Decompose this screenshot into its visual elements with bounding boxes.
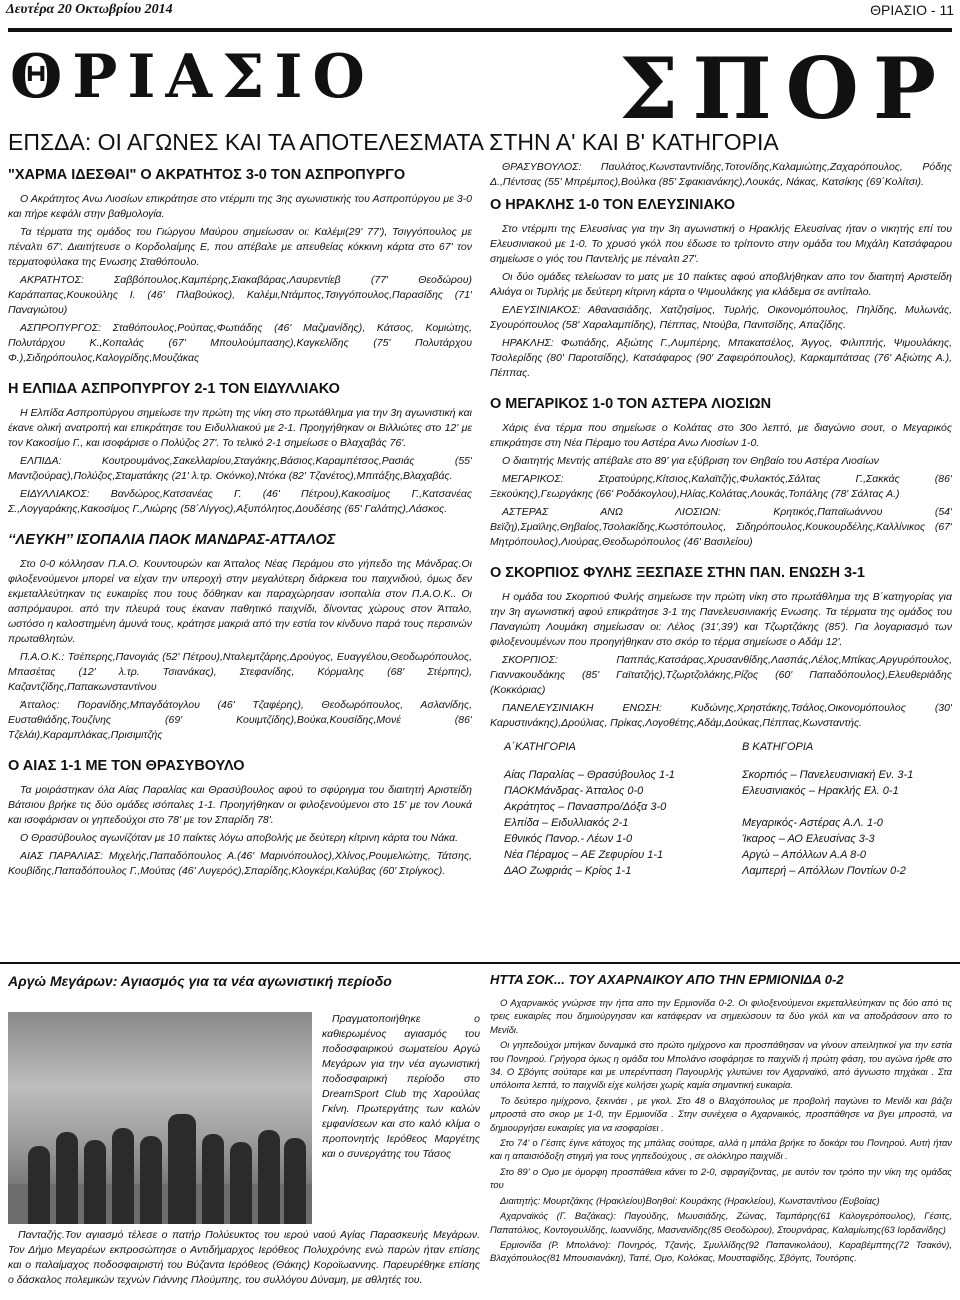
photo-person (258, 1130, 280, 1224)
article-paragraph: Ο Αχαρνaικός γνώρισε την ήττα απο την Ερμιονίδα 0-2. Οι φιλοξενούμενοι εκμεταλλεύτηκαν τις δύο από τις τρεις ευκαιρίες που δημιούργησαν και κατάφεραν να σημειώσουν τα δύο γκόλ και να αποδράσουν απο το Μενίδι. (490, 997, 952, 1035)
article-paragraph: Το δεύτερο ημίχρονο, ξεκινάει , με γκολ. Στο 48 ο Βλαχόπουλος με προβολή παγώνει το Μενίδι και βάζει μπροστά στο σκορ με 1-0, την Ερμιονίδα . Στην συνέχεια ο Αχαρνaικός, προσπάθησε να βγει μπροστά, να δημιουργήσει ευκαιρίες για να ισοφαρίσει . (490, 1094, 952, 1133)
article-paragraph: Τα μοιράστηκαν όλα Αίας Παραλίας και Θρασύβουλος αφού το σφύριγμα του διαιτητή Αριστείδη Βάτσιου βρήκε τις δύο ομάδες ισόπαλες 1-1. Προηγήθηκαν οι φιλοξενούμενοι στο 15' με τον Λουκά και ισοφάρισαν οι γηπεδούχοι στο 78' με τον Σπαρίδη 78'. (8, 784, 472, 826)
article-paragraph: Η ομάδα του Σκορπιού Φυλής σημείωσε την πρώτη νίκη στο πρωτάθλημα της Β΄κατηγορίας για την 3η αγωνιστική αφού επικράτησε 3-1 της Πανελευσινιακής Ενωσης. Τα τέρματα της ομάδος του Παναγιώτη Λουμάκη σημείωσαν οι: Λέλος (31',39') και Τζωρτζάκης (85'). Για λογαριασμό των φιλοξενουμένων που προηγήθηκαν στο σκόρ το τέρμα σημείωσε ο Αδάμ 12'. (490, 591, 952, 648)
page-number: ΘΡΙΑΣΙΟ - 11 (870, 2, 954, 18)
article-paragraph: ΣΚΟΡΠΙΟΣ: Παππάς,Κατσάρας,Χρυσανθίδης,Λασπάς,Λέλος,Μπίκας,Αργυρόπουλος, Γιαννακουδάκης (85' Γαϊτατζής),Τζωρτζολάκης,Ρίζος (60' Παπαδόπουλος),Ελευθεριάδης (Κοκκόριας) (490, 654, 952, 696)
results-heading: Α΄ΚΑΤΗΓΟΡΙΑ (504, 741, 576, 753)
right-column (490, 160, 952, 960)
article-title: "ΧΑΡΜΑ ΙΔΕΣΘΑΙ" Ο ΑΚΡΑΤΗΤΟΣ 3-0 ΤΟΝ ΑΣΠΡΟΠΥΡΓΟ (8, 167, 406, 183)
result-row: Ελευσινιακός – Ηρακλής Ελ. 0-1 (742, 785, 899, 797)
issue-date: Δευτέρα 20 Οκτωβρίου 2014 (6, 2, 173, 17)
article-paragraph: Π.Α.Ο.Κ.: Τσέπερης,Πανογιάς (52' Πέτρου),Νταλεμτζάρης,Δρούγος, Ευαγγέλου,Θεοδωρόπουλος, Μπασέτας (12' λ.τρ. Τσιανάκας), Στεφανίδης, Κόρμαλης (68' Στέρπης), Καζαντζίδης,Παπακωνσταντίνου (8, 651, 472, 693)
photo-person (84, 1140, 106, 1224)
article-paragraph: Διαιτητής: Μουρτζάκης (Ηρακλείου)Βοηθοί: Κουράκης (Ηρακλείου), Κωνσταντίνου (Ευβοίας) (500, 1194, 880, 1206)
results-b-category (728, 741, 952, 879)
result-row: Ίκαρος – ΑΟ Ελευσίνας 3-3 (742, 833, 875, 845)
article-title: Ο ΜΕΓΑΡΙΚΟΣ 1-0 ΤΟΝ ΑΣΤΕΡΑ ΛΙΟΣΙΩΝ (490, 396, 772, 412)
result-row: Εθνικός Πανορ.- Λέων 1-0 (504, 833, 633, 845)
masthead (0, 20, 960, 138)
article-title: ΗΤΤΑ ΣΟΚ... ΤΟΥ ΑΧΑΡΝΑΙΚΟΥ ΑΠΟ ΤΗΝ ΕΡΜΙΟΝΙΔΑ 0-2 (490, 972, 844, 987)
article-title: Ο ΣΚΟΡΠΙΟΣ ΦΥΛΗΣ ΞΕΣΠΑΣΕ ΣΤΗΝ ΠΑΝ. ΕΝΩΣΗ 3-1 (490, 565, 865, 581)
article-paragraph: ΑΚΡΑΤΗΤΟΣ: Σαββόπουλος,Καμπέρης,Σιακαβάρας,Λαυρεντίεβ (77' Θεοδώρου) Καράπαπας,Κουκούλης Ι. (46' Πλαβούκος), Καλέμι,Ντάμπος,Τσιγγόπουλος,Παρασίδης (71' Παναγιώτου) (8, 274, 472, 316)
photo-person (56, 1132, 78, 1224)
article-paragraph: Ο διαιτητής Μεντής απέβαλε στο 89' για εξύβριση τον Θηβαίο του Αστέρα Λιοσίων (502, 455, 879, 467)
photo-person (112, 1128, 134, 1224)
result-row: ΔΑΟ Ζωφριάς – Κρίος 1-1 (504, 865, 632, 877)
spor-logo: ΣΠΟΡ (618, 39, 950, 138)
result-row: Μεγαρικός- Αστέρας Α.Λ. 1-0 (742, 817, 883, 829)
article-paragraph: ΠΑΝΕΛΕΥΣΙΝΙΑΚΗ ΕΝΩΣΗ: Κυδώνης,Χρηστάκης,Τσάλος,Οικονομόπουλος (30' Καρυστινάκης),Δρούλιας, Πρίκας,Λογοθέτης,Αδάμ,Δούκας,Πέππας,Κωνσταντής. (490, 702, 952, 729)
article-paragraph: ΕΛΠΙΔΑ: Κουτρουμάνος,Σακελλαρίου,Σταγάκης,Βάσιος,Καραμπέτσος,Ρασιάς (55' Μαντζιούρας),Πολύζος,Σταματάκης (21' λ.τρ. Οκόνκο),Ντόκα (82' Τζανέτος),Μπιτάξης,Βλαχαβάς. (8, 455, 472, 482)
results-heading: Β ΚΑΤΗΓΟΡΙΑ (742, 741, 814, 753)
photo-person (28, 1146, 50, 1224)
photo-person (202, 1134, 224, 1224)
result-row: Σκορπιός – Πανελευσινιακή Εν. 3-1 (742, 769, 914, 781)
article-paragraph: ΑΙΑΣ ΠΑΡΑΛΙΑΣ: Μιχελής,Παπαδόπουλος Α.(46' Μαρινόπουλος),Χλίνος,Ρουμελιώτης, Τάτσης, Κουβίδης,Παπαδόπουλος Γ.,Μούτας (46' Λυγερός),Σπαρίδης,Κλογκέρι,Καλύβας (60' Στρίγκος). (8, 850, 472, 877)
result-row: Αίας Παραλίας – Θρασύβουλος 1-1 (504, 769, 675, 781)
article-paragraph: Τα τέρματα της ομάδος του Γιώργου Μαύρου σημείωσαν οι: Καλέμι(29' 77'), Τσιγγόπουλος με πέναλτι 67'. Διαιτήτευσε ο Κορδολαίμης Ε, που απέβαλε με απευθείας κόκκινη κάρτα στο 67' τον τερματοφύλακα της Ενωσης Σταθόπουλο. (8, 226, 472, 268)
article-paragraph: ΜΕΓΑΡΙΚΟΣ: Στρατούρης,Κίτσιος,Καλαϊτζής,Φυλακτός,Σάλτας Γ.,Σακκάς (86' Ξεκούκης),Γεωργάκης (66' Ροδάκογλου),Ηλίας,Κολάτας,Λουκάς,Τοπάλης (78' Σάλτας Α.) (490, 473, 952, 500)
thriasio-logo: ΘΡΙΑΣΙΟ (10, 42, 375, 112)
photo-person (140, 1136, 162, 1224)
article-paragraph: Στο 74' ο Γέσιτς έγινε κάτοχος της μπάλας σούταρε, αλλά η μπάλα βρήκε το δοκάρι του Πονηρού. Αυτή ήταν και η απαισιόδοξη στιγμή για τους γηπεδούχους , σε ολόκληρο παιχνίδι . (490, 1137, 952, 1162)
article-paragraph: Ερμιονίδα (Ρ. Μπολάνο): Πονηρός, Τζανής, Σμυλλίδης(92 Παπανικολάου), Καραβέμπτης(72 Τσακόν), Βλαχόπουλος(81 Μπουσιανάκη), Ταπέ, Ομο, Κολόκας, Μουσταφίδης, Σβόγιτς, Τουτόρτις. (490, 1238, 952, 1264)
article-paragraph: Στο ντέρμπι της Ελευσίνας για την 3η αγωνιστική ο Ηρακλής Ελευσίνας ήταν ο νικητής επί του Ελευσινιακού με 1-0. Το χρυσό γκόλ που έδωσε το τρίποντο στην ομάδα του Μιχάλη Κατσάφαρου σημείωσε ο γιός του Παντελής με πέναλτι 27'. (490, 223, 952, 265)
article-paragraph: ΑΣΠΡΟΠΥΡΓΟΣ: Σταθόπουλος,Ρούπας,Φωτιάδης (46' Μαζμανίδης), Κάτσος, Κομιώτης, Πολυτάρχου Κ.,Κοπαλάς (67' Μπουλούμπασης),Καγκελίδης (75' Πολυτάρχου Φ.),Σιδηρόπουλος,Καλογρίδης,Μουζάκας (8, 322, 472, 364)
article-paragraph: Οι δύο ομάδες τελείωσαν το ματς με 10 παίκτες αφού αποβλήθηκαν απο τον διαιτητή Αριστείδη Αλιάγα οι Τυρλής με δεύτερη κίτρινη κάρτα ο Ψιμουλάκης για κλάδεμα σε αντίπαλο. (490, 271, 952, 298)
article-paragraph: Αχαρναϊκός (Γ. Βαζάκας): Παγούδης, Μωυσιάδης, Ζώνας, Ταμπάρης(61 Καλογερόπουλος), Γέσιτς, Παπατόλιος, Κοντογουλίδης, Ιωαννίδης, Μασνανίδης(85 Θεοδώρου), Στουρνάρας, Καλαμίωτης(63 Ιορδανίδης) (490, 1210, 952, 1235)
article-paragraph: Χάρις ένα τέρμα που σημείωσε ο Κολάτας στο 30ο λεπτό, με διαγώνιο σουτ, ο Μεγαρικός επικράτησε στη Νέα Πέραμο του Αστέρα Ανω Λιοσίων 1-0. (490, 422, 952, 449)
article-paragraph: ΑΣΤΕΡΑΣ ΑΝΩ ΛΙΟΣΙΩΝ: Κρητικός,Παπαϊωάννου (54' Βεϊζη),Σμαϊλης,Θηβαίος,Τσολακίδης,Κωστόπουλος, Σιδηρόπουλος,Κουκουρδέλης,Καλλίνικος (67' Μητρόπουλος),Λιούρας,Θεοδωρόπουλος (46' Βασιλείου) (490, 506, 952, 548)
article-title: Η ΕΛΠΙΔΑ ΑΣΠΡΟΠΥΡΓΟΥ 2-1 ΤΟΝ ΕΙΔΥΛΛΙΑΚΟ (8, 381, 340, 397)
article-paragraph: Στο 0-0 κόλλησαν Π.Α.Ο. Κουντουρών και Άτταλος Νέας Περάμου στο γήπεδο της Μάνδρας.Οι φιλοξενούμενοι μπορεί να είχαν την υπεροχή στην μεγαλύτερη διάρκεια του παιχνιδιού, όμως δεν εκμεταλλεύτηκαν τις ευκαιρίες που τους δόθηκαν και παραχώρησαν ισοπαλία στον Π.Α.Ο.Κ.. Οι ασπρόμαυροι. από την πλευρά τους έκαναν παθητικό παιχνίδι, δίνοντας χώρους στον Άτταλο, ωστόσο η καλοστημένη άμυνά τους, κράτησε μακριά από την εστία τον κίνδυνο παρά τους περσινών πρωταθλητών. (8, 558, 472, 645)
article-paragraph: ΕΛΕΥΣΙΝΙΑΚΟΣ: Αθανασιάδης, Χατζησίμος, Τυρλής, Οικονομόπουλος, Πηλίδης, Μυλωνάς, Σγουρόπουλος (58' Χαραλαμπίδης), Πέππας, Ντούβα, Πανιτσίδης, Απαζίδης. (490, 304, 952, 331)
article-paragraph: ΘΡΑΣΥΒΟΥΛΟΣ: Παυλάτος,Κωνσταντινίδης,Τοτονίδης,Καλαμιώτης,Ζαχαρόπουλος, Ρόδης Δ.,Πέντσας (55' Μπρέμπος),Βούλκα (85' Σφακιανάκης),Λουκάς, Νάκας, Κατσίκης (69΄Κολίτσι). (490, 161, 952, 188)
masthead-top-rule (8, 28, 952, 32)
article-paragraph: ΕΙΔΥΛΛΙΑΚΟΣ: Βανδώρος,Κατσανέας Γ. (46' Πέτρου),Κακοσίμος Γ.,Κατσανέας Σ.,Λογγαράκης,Κακοσίμος Γ.,Λιώρης (58΄Λίγγος),Αξυπόλητος,Δουδέσης (65' Γαλάτης),Λάσκος. (8, 488, 472, 515)
argo-megaron-article (8, 972, 480, 1294)
acharnaikos-article (490, 972, 952, 1296)
article-paragraph: Ο Θρασύβουλος αγωνίζόταν με 10 παίκτες λόγω αποβολής με δεύτερη κίτρινη κάρτα του Νάκα. (20, 832, 459, 844)
article-paragraph: Η Ελπίδα Ασπροπύργου σημείωσε την πρώτη της νίκη στο πρωτάθλημα για την 3η αγωνιστική και έκανε ολική ανατροπή και επικράτησε του Ειδυλλιακού με 2-1. Προηγήθηκαν οι Βιλλιώτες στο 12' με τον Κακοσίμο Γ., και ισοφάρισε ο Πολύζος 27'. Το τελικό 2-1 σημείωσε ο Βλαχαβάς 76'. (8, 407, 472, 449)
article-title: ‘‘ΛΕΥΚΗ’’ ΙΣΟΠΑΛΙΑ ΠΑΟΚ ΜΑΝΔΡΑΣ-ΑΤΤΑΛΟΣ (8, 532, 336, 548)
article-paragraph: Οι γηπεδούχοι μπήκαν δυναμικά στο πρώτο ημίχρονο και προσπάθησαν να γίνουν απειλητικοί για την εστία του Πονηρού. Γρήγορα όμως η ομάδα του Μπολάνο ισοφάρησε το παιχνίδι ή πρώτη φάση, του αγώνα ήρθε στο 34. Ο Σβόγιτς σούταρε και με υπερέντταση Παγουρλής γλυτώνει τον Αχαρναϊκό, από άγνωστο πηχάκαι . Στα υπόλοιπα λεπτά, το παιχνίδι είχε κυλήσει χωρίς καμία σημαντική ευκαιρία. (490, 1039, 952, 1091)
result-row: ΠΑΟΚΜάνδρας- Άτταλος 0-0 (504, 785, 644, 797)
article-paragraph: Στο 89' ο Ομο με όμορφη προσπάθεια κάνει το 2-0, σφραγίζοντας, με αυτόν τον τρόπο την νίκη της ομάδας του (490, 1165, 952, 1191)
photo-person (284, 1138, 306, 1224)
page-header (0, 0, 960, 18)
article-paragraph: Άτταλος: Πορανίδης,Μπαγδάτογλου (46' Τζαφέρης), Θεοδωρόπουλος, Ασλανίδης, Ευσταθιάδης,Τουζίνης (69' Κουιμτζίδης),Βούκα,Κουσίδης,Μονέ (86' Τζελάι),Καραμπλάκας,Πρισιμιτζής (8, 699, 472, 741)
page-title: ΕΠΣΔΑ: ΟΙ ΑΓΩΝΕΣ ΚΑΙ ΤΑ ΑΠΟΤΕΛΕΣΜΑΤΑ ΣΤΗΝ Α' ΚΑΙ Β' ΚΑΤΗΓΟΡΙΑ (8, 129, 779, 155)
photo-person (230, 1142, 252, 1224)
article-paragraph: Πραγματοποιήθηκε ο καθιερωμένος αγιασμός του ποδοσφαιρικού σωματείου Αργώ Μεγάρων για την νέα αγωνιστική ποδοσφαιρική περίοδο στο DreamSport Club της Χαρούλας Γκίνη. Πρωτεργάτης των καλών εμφανίσεων και στο καλό κλίμα ο προπονητής Ιερόθεος Μαργέτης και ο συνεργάτης του Τάσος (322, 1013, 480, 1160)
result-row: Αργώ – Απόλλων Α.Α 8-0 (742, 849, 867, 861)
article-continuation (8, 1228, 480, 1294)
article-title: Αργώ Μεγάρων: Αγιασμός για τα νέα αγωνιστική περίοδο (8, 973, 392, 989)
photo-person (168, 1114, 196, 1224)
team-photo (8, 1012, 312, 1224)
results-a-category (490, 741, 714, 879)
results-table (490, 741, 952, 879)
article-paragraph: Ο Ακράτητος Ανω Λιοσίων επικράτησε στο ντέρμπι της 3ης αγωνιστικής του Ασπροπύργου με 3-0 και πήρε κεφάλι στην βαθμολογία. (8, 193, 472, 220)
section-divider (0, 962, 960, 964)
result-row: Ελπίδα – Ειδυλλιακός 2-1 (504, 817, 629, 829)
article-title: Ο ΑΙΑΣ 1-1 ΜΕ ΤΟΝ ΘΡΑΣΥΒΟΥΛΟ (8, 758, 245, 774)
article-paragraph: ΗΡΑΚΛΗΣ: Φωτιάδης, Αξιώτης Γ.,Λυμπέρης, Μπακατσέλος, Άγγος, Φιλιππής, Ψιμουλάκης, Τσολερίδης (80' Παροτσίδης), Κατσάφαρος (90' Ζαφειρόπουλος), Καρκαμπάτσας (76' Αξιώτης Α.), Πέππας. (490, 337, 952, 379)
result-row: Νέα Πέραμος – ΑΕ Ζεφυρίου 1-1 (504, 849, 664, 861)
result-row: Ακράτητος – Πανασπρο/Δόξα 3-0 (504, 801, 667, 813)
article-title: Ο ΗΡΑΚΛΗΣ 1-0 ΤΟΝ ΕΛΕΥΣΙΝΙΑΚΟ (490, 197, 736, 213)
result-row (742, 799, 952, 815)
left-column (8, 160, 472, 950)
article-paragraph: Πανταζής.Τον αγιασμό τέλεσε ο πατήρ Πολύευκτος του ιερού ναού Αγίας Παρασκευής Μεγάρων. Τον Δήμο Μεγαρέων εκπροσώπησε ο Αντιδήμαρχος Ιερόθεος Πολυχρόνης ενώ παρών ήταν επίσης και ο παλαίμαχος ποδοσφαιριστή του Βύζαντα Ιερόθεος (Θάκης) Κοροϊωαννης. Παρευρέθηκε επίσης ο δάσκαλος πολεμικών τεχνών Γιάννης Πλούμπης, του συλλόγου Δύναμη, με αθλητές του. (8, 1229, 480, 1286)
photo-side-text (322, 1012, 480, 1224)
result-row: Λαμπερή – Απόλλων Ποντίων 0-2 (742, 865, 906, 877)
